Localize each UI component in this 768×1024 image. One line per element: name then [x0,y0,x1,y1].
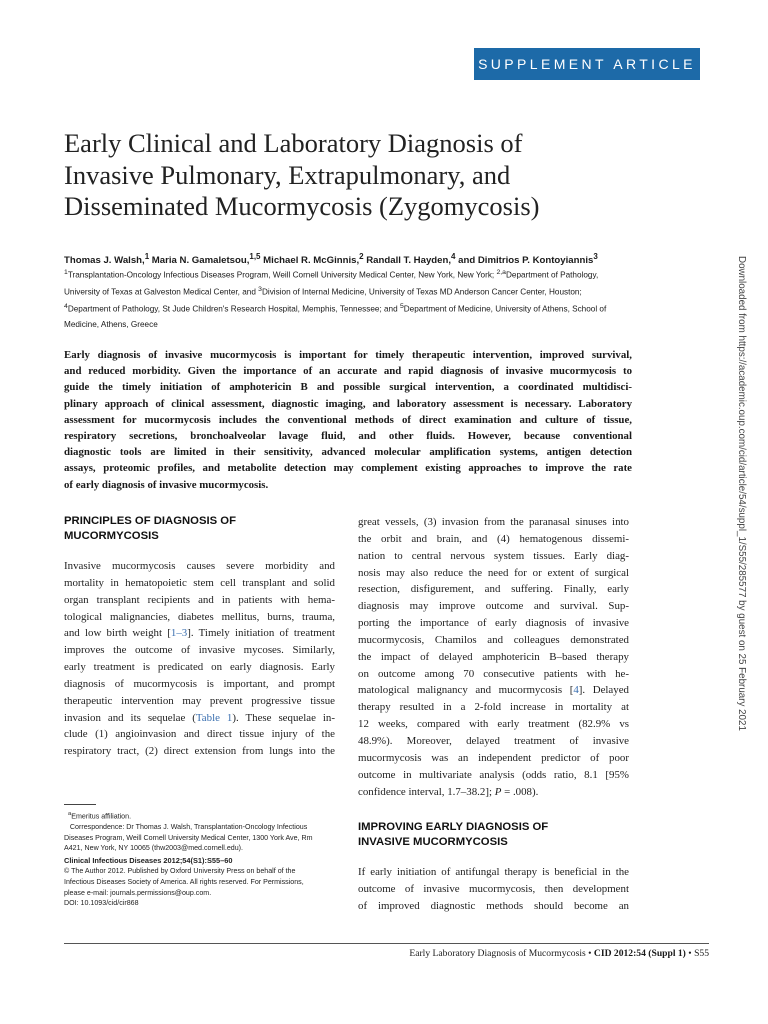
footnote-mark: a [67,811,72,817]
bullet-separator: • [688,948,692,959]
article-type-badge: SUPPLEMENT ARTICLE [474,48,700,80]
author-affiliation-mark: 4 [451,252,456,261]
affiliation-mark: 3 [258,286,262,294]
journal-volume: CID 2012:54 (Suppl 1) [593,948,686,959]
affiliation-line: Medicine, Athens, Greece [64,319,158,329]
affiliation-mark: 4 [64,303,68,311]
p-value-symbol: P [494,785,502,798]
affiliation-text: Transplantation-Oncology Infectious Diseases Program, Weill Cornell University Medical Center, New York, New York; [67,270,497,280]
body-line [358,784,629,801]
abstract-line: respiratory secretions, bronchoalveolar lavage fluid, and other fluids. However, because conventional [64,430,632,443]
affiliation-text: Division of Internal Medicine, University of Texas MD Anderson Cancer Center, Houston; [261,287,582,297]
section-heading [64,514,335,544]
body-line: the orbit and brain, and (4) hematogenous dissemi- [358,532,629,545]
body-line: clude (1) angioinvasion and direct tissue injury of the [64,728,335,741]
download-watermark [733,256,749,772]
table-link[interactable]: Table 1 [195,711,233,724]
section-body [64,558,335,760]
title-line: Early Clinical and Laboratory Diagnosis of [64,128,523,158]
affiliation-line [64,283,632,300]
author-name: and Dimitrios P. Kontoyiannis [455,255,594,267]
affiliation-mark: 5 [399,303,404,311]
body-line: porting the importance of early diagnosis of invasive [358,617,629,630]
body-line: mucormycosis was an independent predictor of poor [358,751,629,764]
body-line [64,710,335,727]
abstract-line: guide the timely initiation of amphotericin B and possible surgical intervention, a coordinated multidisci- [64,381,632,394]
author-affiliation-mark: 2 [359,252,364,261]
body-text: ). These sequelae in- [232,711,335,724]
body-line: mucormycosis, Chamilos and colleagues demonstrated [358,633,629,646]
reference-link[interactable]: 1–3 [170,627,188,640]
body-line: 48.9%). Moreover, delayed treatment of invasive [358,734,629,747]
running-footer [300,948,709,960]
abstract-line: of early diagnosis of invasive mucormycosis. [64,478,269,491]
author-name: Randall T. Hayden, [363,255,452,267]
body-text: ]. Delayed [578,684,629,697]
body-line: resection, disfigurement, and suffering. Finally, early [358,583,629,596]
body-line: diagnosis of mucormycosis is important, and prompt [64,677,335,690]
body-line: outcome in multivariate analysis (odds ratio, 8.1 [95% [358,768,629,781]
body-line: nation to central nervous system tissues. Early diag- [358,549,629,562]
affiliation-line [64,300,632,317]
author-name: Thomas J. Walsh, [64,255,145,267]
abstract-line: diagnostic tools are limited in their sensitivity, advanced molecular amplification systems, antigen detection [64,446,632,459]
affiliation-text: Department of Medicine, University of Athens, School of [403,305,607,315]
journal-citation: Clinical Infectious Diseases 2012;54(S1):S55–60 [64,855,233,865]
body-line: early treatment is predicated on early diagnosis. Early [64,661,335,674]
footnote-emeritus [64,809,335,822]
body-line: on outcome among 70 consecutive patients with he- [358,667,629,680]
right-column [358,514,629,915]
section-body [358,864,629,915]
footnote-line: Infectious Diseases Society of America. All rights reserved. For Permissions, [64,877,304,886]
reference-link[interactable]: 4 [573,684,579,697]
footer-rule [64,943,709,944]
body-line: diagnosis may improve outcome and survival. Sup- [358,600,629,613]
body-line: Invasive mucormycosis causes severe morbidity and [64,560,335,572]
abstract-line: assays, proteomic profiles, and metabolite detection may complement existing approaches to improve the rate [64,462,632,475]
body-line: improves the outcome of invasive mycoses. Similarly, [64,644,335,657]
footnote-line: A421, New York, NY 10065 (thw2003@med.cornell.edu). [64,844,244,853]
footnote-text: Emeritus affiliation. [71,812,132,821]
body-line: organ transplant recipients and in patients with hema- [64,593,335,606]
body-line: outcome of invasive mucormycosis, then development [358,883,629,896]
heading-line: MUCORMYCOSIS [64,530,159,542]
affiliation-text: University of Texas at Galveston Medical Center, and [64,287,259,297]
body-text: confidence interval, 1.7–38.2]; [358,785,495,798]
body-text: and low birth weight [ [64,627,171,640]
title-line: Invasive Pulmonary, Extrapulmonary, and [64,159,511,190]
abstract [64,347,632,493]
body-line [358,682,629,699]
body-line: respiratory tract, (2) direct extension from lungs into the [64,745,335,758]
body-line: nosis may also reduce the need for or extent of surgical [358,566,629,579]
left-column [64,514,335,760]
affiliation-text: Department of Pathology, St Jude Children's Research Hospital, Memphis, Tennessee; and [67,305,400,315]
abstract-line: plinary approach of clinical assessment, diagnostic imaging, and laboratory assessment is necessary. Laboratory [64,397,632,410]
footnote-line: Correspondence: Dr Thomas J. Walsh, Transplantation-Oncology Infectious [69,822,308,831]
abstract-line: and reduced morbidity. Given the importance of an accurate and rapid diagnosis of invasive mucormycosis to [64,365,632,378]
running-title: Early Laboratory Diagnosis of Mucormycosis [409,948,586,959]
affiliation-mark: 1 [64,269,68,276]
author-affiliation-mark: 1,5 [249,252,261,261]
page-number: S55 [694,948,709,959]
author-name: Maria N. Gamaletsou, [149,255,250,267]
download-note: Downloaded from https://academic.oup.com/cid/article/54/suppl_1/S55/285577 by guest on 25 February 2021 [736,256,747,731]
body-line: If early initiation of antifungal therapy is beneficial in the [358,866,629,879]
affiliation-mark: 2,a [496,269,506,276]
footnotes [64,809,335,909]
author-affiliation-mark: 3 [593,252,598,261]
body-text: = .008). [501,785,539,798]
affiliations [64,266,632,332]
section-body [358,514,629,800]
heading-line: INVASIVE MUCORMYCOSIS [358,836,508,849]
footnote-line: Diseases Program, Weill Cornell University Medical Center, 1300 York Ave, Rm [64,833,313,842]
body-line: mortality in hematopoietic stem cell transplant and solid [64,576,335,589]
body-line: the impact of delayed amphotericin B–based therapy [358,650,629,663]
body-line [64,625,335,642]
body-line: great vessels, (3) invasion from the paranasal sinuses into [358,516,629,528]
affiliation-line [64,266,632,283]
body-text: matological malignancy and mucormycosis [ [358,684,574,697]
footnote-line: © The Author 2012. Published by Oxford University Press on behalf of the [64,867,296,876]
body-line: 12 weeks, compared with early treatment (82.9% vs [358,718,629,731]
footnote-line: please e-mail: journals.permissions@oup.com. [64,888,212,897]
body-line: therapeutic intervention may prevent progressive tissue [64,694,335,707]
heading-line: IMPROVING EARLY DIAGNOSIS OF [358,821,549,834]
abstract-line: assessment for mucormycosis includes the conventional methods of direct examination and culture of tissue, [64,413,632,426]
body-line: therapy resulted in a 2-fold increase in mortality at [358,701,629,714]
body-text: ]. Timely initiation of treatment [187,627,335,640]
body-line: tological malignancies, diabetes mellitus, burns, trauma, [64,610,335,623]
bullet-separator: • [588,948,592,959]
abstract-line: Early diagnosis of invasive mucormycosis is important for timely therapeutic intervention, improved survival, [64,349,632,361]
heading-line: PRINCIPLES OF DIAGNOSIS OF [64,515,236,527]
doi-line: DOI: 10.1093/cid/cir868 [64,899,139,908]
title-line: Disseminated Mucormycosis (Zygomycosis) [64,191,540,221]
article-title [64,128,684,223]
author-affiliation-mark: 1 [144,252,150,261]
affiliation-text: Department of Pathology, [505,270,599,280]
section-heading [358,820,629,850]
author-name: Michael R. McGinnis, [260,255,360,267]
body-line: of improved diagnostic methods should become an [358,900,629,913]
body-text: invasion and its sequelae ( [64,711,196,724]
footnote-divider [64,804,96,805]
